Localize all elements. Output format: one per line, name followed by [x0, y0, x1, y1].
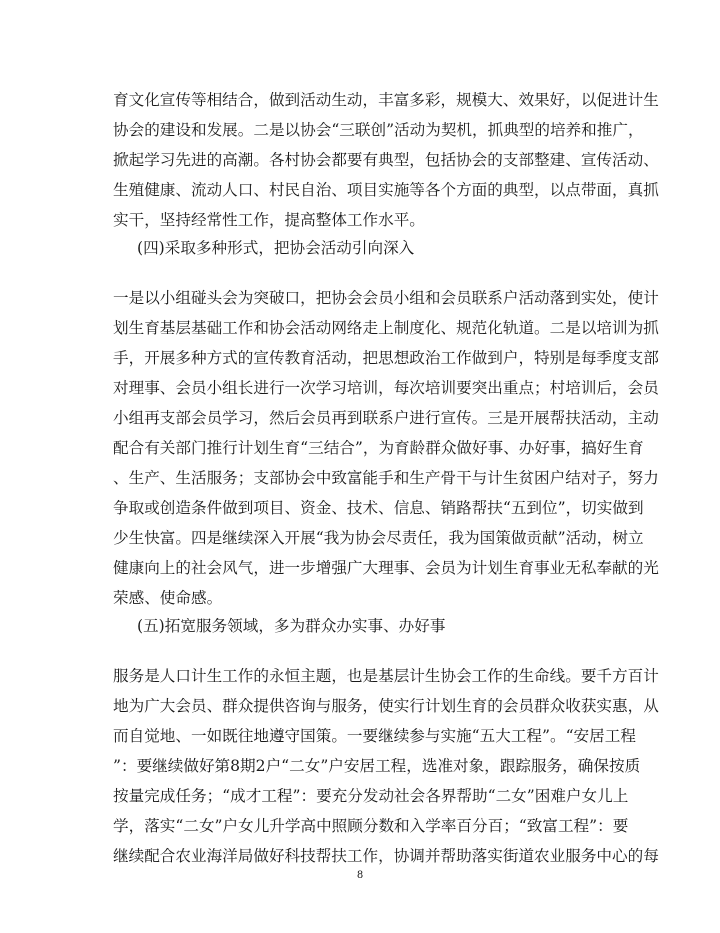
- body-text-line: 服务是人口计生工作的永恒主题，也是基层计生协会工作的生命线。要千方百计: [113, 667, 659, 685]
- body-text-line: 、生产、生活服务；支部协会中致富能手和生产骨干与计生贫困户结对子，努力: [113, 469, 659, 487]
- body-text-line: 按量完成任务；“成才工程”：要充分发动社会各界帮助“二女”困难户女儿上: [113, 787, 629, 805]
- body-text-line: 学，落实“二女”户女儿升学高中照顾分数和入学率百分百；“致富工程”：要: [113, 817, 629, 835]
- body-text-line: 小组再支部会员学习，然后会员再到联系户进行宣传。三是开展帮扶活动，主动: [113, 409, 659, 427]
- body-text-line: 健康向上的社会风气，进一步增强广大理事、会员为计划生育事业无私奉献的光: [113, 559, 659, 577]
- section-heading: (四)采取多种形式，把协会活动引向深入: [137, 239, 415, 257]
- page-number: 8: [356, 870, 364, 881]
- body-text-line: 掀起学习先进的高潮。各村协会都要有典型，包括协会的支部整建、宣传活动、: [113, 151, 659, 169]
- section-heading: (五)拓宽服务领域，多为群众办实事、办好事: [137, 617, 446, 635]
- body-text-line: 配合有关部门推行计划生育“三结合”，为育龄群众做好事、办好事，搞好生育: [113, 439, 644, 457]
- body-text-line: 协会的建设和发展。二是以协会“三联创”活动为契机，抓典型的培养和推广，: [113, 121, 644, 139]
- body-text-line: 而自觉地、一如既往地遵守国策。一要继续参与实施“五大工程”。“安居工程: [113, 727, 636, 745]
- body-text-line: 生殖健康、流动人口、村民自治、项目实施等各个方面的典型，以点带面，真抓: [113, 181, 659, 199]
- body-text-line: 地为广大会员、群众提供咨询与服务，使实行计划生育的会员群众收获实惠，从: [113, 697, 659, 715]
- body-text-line: 育文化宣传等相结合，做到活动生动，丰富多彩，规模大、效果好，以促进计生: [113, 91, 659, 109]
- body-text-line: 对理事、会员小组长进行一次学习培训，每次培训要突出重点；村培训后，会员: [113, 379, 659, 397]
- body-text-line: 少生快富。四是继续深入开展“我为协会尽责任，我为国策做贡献”活动，树立: [113, 529, 644, 547]
- body-text-line: 手，开展多种方式的宣传教育活动，把思想政治工作做到户，特别是每季度支部: [113, 349, 659, 367]
- body-text-line: 实干，坚持经常性工作，提高整体工作水平。: [113, 211, 425, 229]
- body-text-line: 争取或创造条件做到项目、资金、技术、信息、销路帮扶“五到位”，切实做到: [113, 499, 644, 517]
- body-text-line: ”：要继续做好第8期2户“二女”户安居工程，选准对象，跟踪服务，确保按质: [113, 757, 641, 775]
- body-text-line: 继续配合农业海洋局做好科技帮扶工作，协调并帮助落实街道农业服务中心的每: [113, 847, 659, 865]
- body-text-line: 荣感、使命感。: [113, 589, 223, 607]
- body-text-line: 一是以小组碰头会为突破口，把协会会员小组和会员联系户活动落到实处，使计: [113, 289, 659, 307]
- body-text-line: 划生育基层基础工作和协会活动网络走上制度化、规范化轨道。二是以培训为抓: [113, 319, 659, 337]
